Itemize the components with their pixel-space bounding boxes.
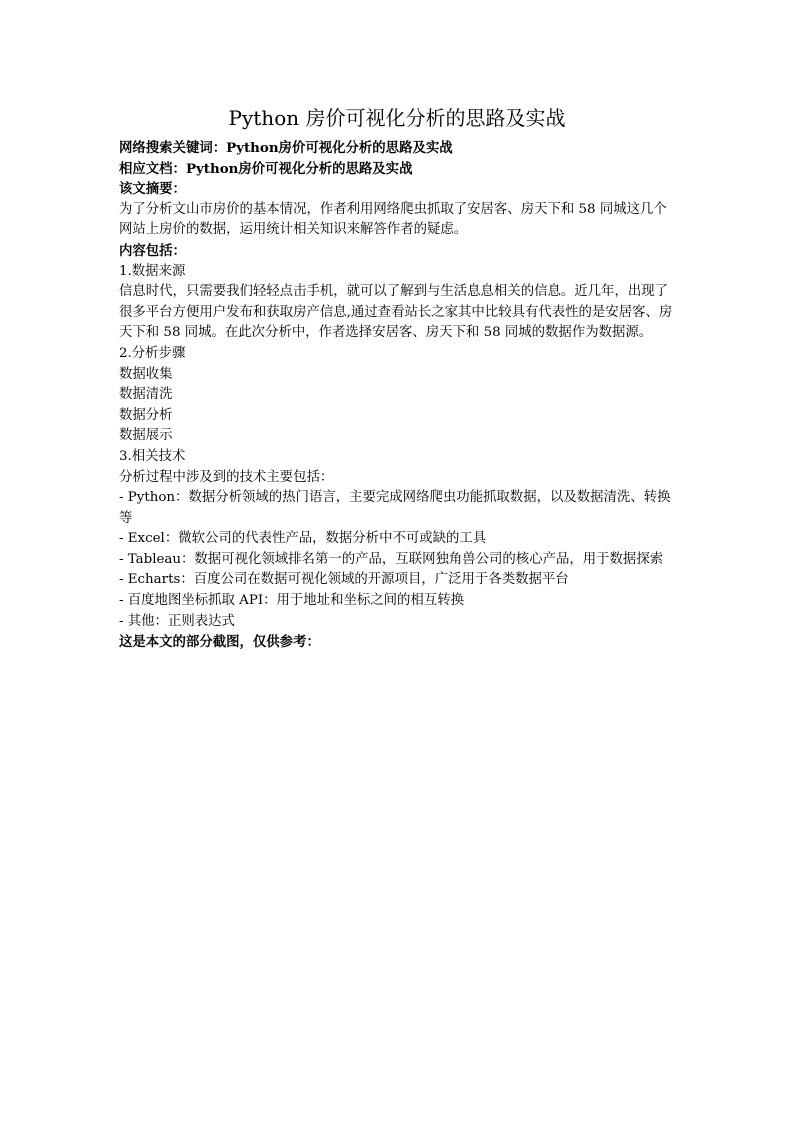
technology-item: - 百度地图坐标抓取 API：用于地址和坐标之间的相互转换 <box>119 593 464 609</box>
document-body <box>119 138 679 653</box>
document-title: Python 房价可视化分析的思路及实战 <box>228 106 566 130</box>
technology-item: - Excel：微软公司的代表性产品，数据分析中不可或缺的工具 <box>119 531 487 547</box>
section-1-text: 信息时代，只需要我们轻轻点击手机，就可以了解到与生活息息相关的信息。近几年，出现了很多平台方便用户发布和获取房产信息,通过查看站长之家其中比较具有代表性的是安居客、房天下和 58 同城。在此次分析中，作者选择安居客、房天下和 58 同城的数据作为数据源。 <box>119 284 673 341</box>
technology-item: - Python：数据分析领域的热门语言，主要完成网络爬虫功能抓取数据，以及数据清洗、转换等 <box>119 490 671 526</box>
keywords-line: 网络搜索关键词：Python房价可视化分析的思路及实战 <box>119 140 453 156</box>
technology-item: - Tableau：数据可视化领域排名第一的产品，互联网独角兽公司的核心产品，用于数据探索 <box>119 551 664 567</box>
technology-item: - Echarts：百度公司在数据可视化领域的开源项目，广泛用于各类数据平台 <box>119 572 569 588</box>
technology-item: - 其他：正则表达式 <box>119 613 235 629</box>
analysis-step-item: 数据分析 <box>119 407 173 423</box>
analysis-step-item: 数据展示 <box>119 428 173 444</box>
abstract-heading: 该文摘要： <box>119 181 186 198</box>
related-document-line: 相应文档：Python房价可视化分析的思路及实战 <box>119 160 413 177</box>
analysis-step-item: 数据收集 <box>119 366 173 382</box>
analysis-step-item: 数据清洗 <box>119 387 173 403</box>
closing-line: 这是本文的部分截图，仅供参考： <box>119 634 320 651</box>
section-2-heading: 2.分析步骤 <box>119 345 186 361</box>
section-1-heading: 1.数据来源 <box>119 263 186 279</box>
section-3-heading: 3.相关技术 <box>119 448 186 464</box>
section-3-intro: 分析过程中涉及到的技术主要包括： <box>119 469 334 485</box>
contents-heading: 内容包括： <box>119 242 186 259</box>
abstract-text: 为了分析文山市房价的基本情况，作者利用网络爬虫抓取了安居客、房天下和 58 同城这几个网站上房价的数据，运用统计相关知识来解答作者的疑虑。 <box>119 201 667 238</box>
